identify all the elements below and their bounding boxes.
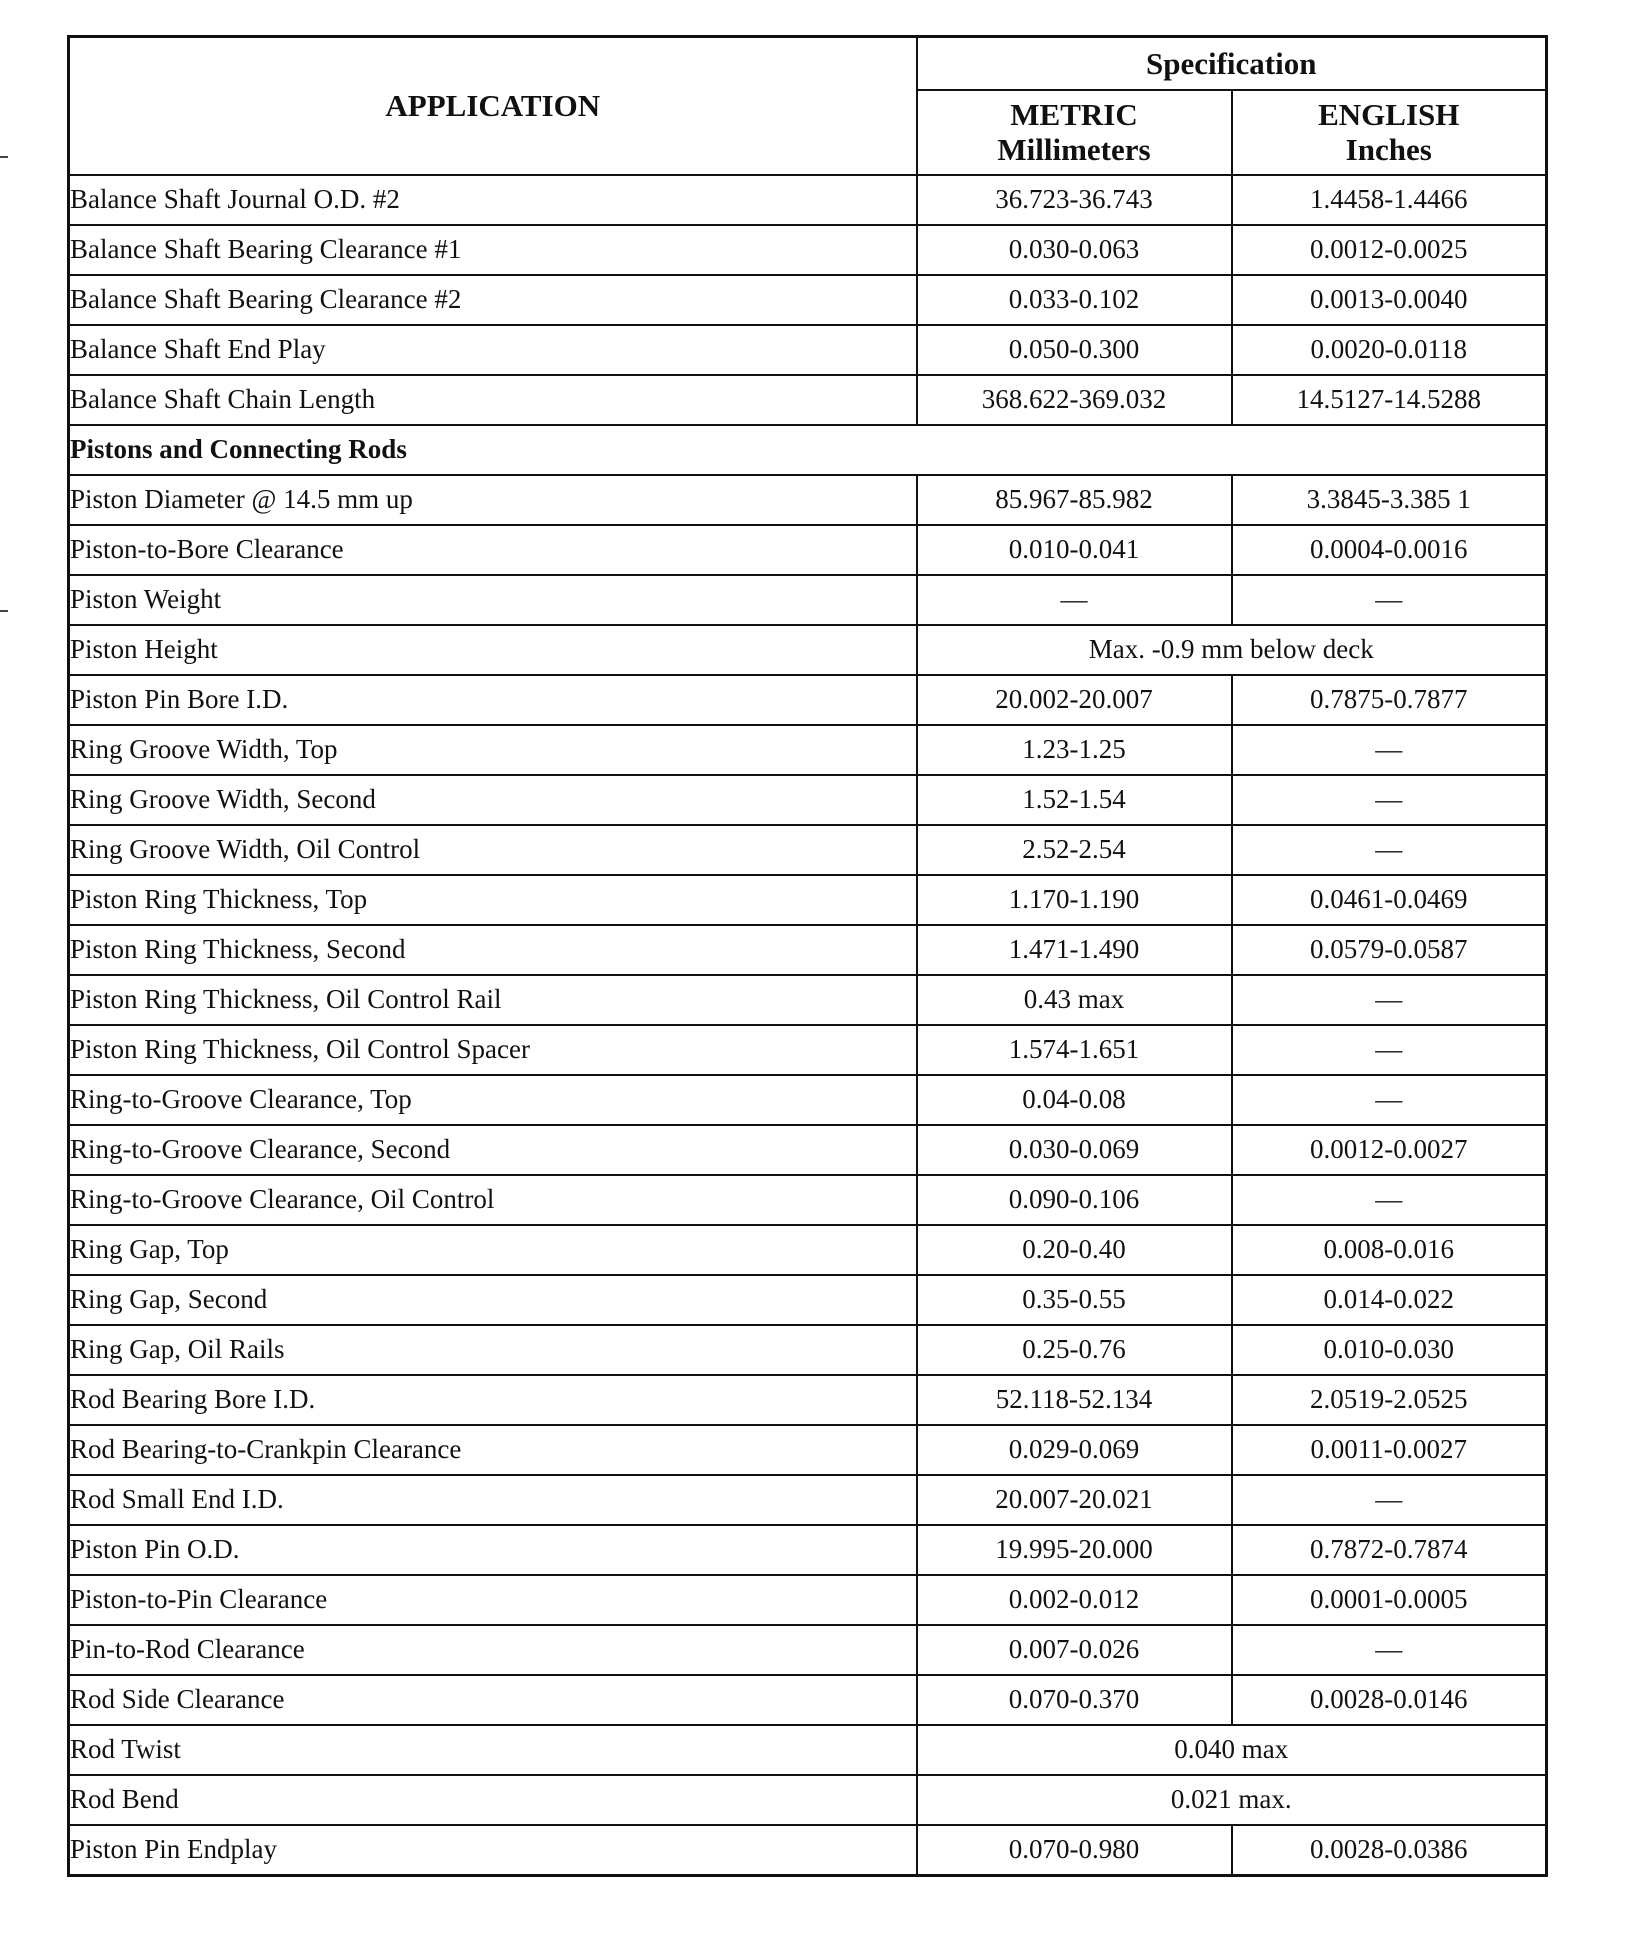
metric-value-cell: 368.622-369.032 bbox=[917, 375, 1232, 425]
application-cell: Piston Pin O.D. bbox=[69, 1525, 917, 1575]
english-value-cell: 0.0004-0.0016 bbox=[1232, 525, 1547, 575]
english-value-cell: 0.0012-0.0025 bbox=[1232, 225, 1547, 275]
application-cell: Ring-to-Groove Clearance, Second bbox=[69, 1125, 917, 1175]
application-cell: Rod Bend bbox=[69, 1775, 917, 1825]
specification-header: Specification bbox=[917, 37, 1547, 90]
metric-value-cell: 0.04-0.08 bbox=[917, 1075, 1232, 1125]
application-cell: Piston-to-Bore Clearance bbox=[69, 525, 917, 575]
application-cell: Piston Pin Bore I.D. bbox=[69, 675, 917, 725]
application-cell: Balance Shaft Bearing Clearance #2 bbox=[69, 275, 917, 325]
application-cell: Ring-to-Groove Clearance, Oil Control bbox=[69, 1175, 917, 1225]
table-row bbox=[69, 675, 1547, 725]
application-cell: Rod Twist bbox=[69, 1725, 917, 1775]
table-row bbox=[69, 825, 1547, 875]
table-row bbox=[69, 1725, 1547, 1775]
table-row bbox=[69, 175, 1547, 225]
specification-table bbox=[67, 35, 1548, 1877]
metric-value-cell: 0.35-0.55 bbox=[917, 1275, 1232, 1325]
application-cell: Balance Shaft Bearing Clearance #1 bbox=[69, 225, 917, 275]
table-row bbox=[69, 325, 1547, 375]
application-cell: Ring-to-Groove Clearance, Top bbox=[69, 1075, 917, 1125]
metric-value-cell: 2.52-2.54 bbox=[917, 825, 1232, 875]
table-row bbox=[69, 1375, 1547, 1425]
application-cell: Balance Shaft End Play bbox=[69, 325, 917, 375]
english-value-cell: — bbox=[1232, 825, 1547, 875]
metric-header-unit: Millimeters bbox=[997, 132, 1151, 168]
table-row bbox=[69, 1625, 1547, 1675]
english-value-cell: 3.3845-3.385 1 bbox=[1232, 475, 1547, 525]
application-cell: Rod Bearing Bore I.D. bbox=[69, 1375, 917, 1425]
application-cell: Piston Ring Thickness, Top bbox=[69, 875, 917, 925]
metric-value-cell: 36.723-36.743 bbox=[917, 175, 1232, 225]
application-cell: Balance Shaft Chain Length bbox=[69, 375, 917, 425]
margin-tick-mark bbox=[0, 610, 8, 612]
metric-value-cell: 1.23-1.25 bbox=[917, 725, 1232, 775]
table-body bbox=[69, 175, 1547, 1876]
table-row bbox=[69, 975, 1547, 1025]
table-row bbox=[69, 1675, 1547, 1725]
application-cell: Piston Weight bbox=[69, 575, 917, 625]
metric-value-cell: 1.471-1.490 bbox=[917, 925, 1232, 975]
table-row bbox=[69, 1575, 1547, 1625]
application-cell: Ring Groove Width, Oil Control bbox=[69, 825, 917, 875]
table-row bbox=[69, 1175, 1547, 1225]
metric-value-cell: 0.070-0.980 bbox=[917, 1825, 1232, 1876]
english-value-cell: — bbox=[1232, 1075, 1547, 1125]
table-row bbox=[69, 1075, 1547, 1125]
table-row bbox=[69, 1425, 1547, 1475]
application-cell: Piston Ring Thickness, Second bbox=[69, 925, 917, 975]
application-cell: Ring Gap, Oil Rails bbox=[69, 1325, 917, 1375]
metric-value-cell: — bbox=[917, 575, 1232, 625]
english-column-header bbox=[1232, 90, 1547, 175]
table-row bbox=[69, 525, 1547, 575]
english-value-cell: 0.010-0.030 bbox=[1232, 1325, 1547, 1375]
application-column-header: APPLICATION bbox=[69, 37, 917, 176]
table-row bbox=[69, 775, 1547, 825]
metric-value-cell: 20.007-20.021 bbox=[917, 1475, 1232, 1525]
metric-value-cell: 52.118-52.134 bbox=[917, 1375, 1232, 1425]
table-row bbox=[69, 475, 1547, 525]
table-row bbox=[69, 1825, 1547, 1876]
english-value-cell: — bbox=[1232, 725, 1547, 775]
english-value-cell: — bbox=[1232, 775, 1547, 825]
metric-value-cell: 19.995-20.000 bbox=[917, 1525, 1232, 1575]
metric-header-label: METRIC bbox=[1010, 96, 1138, 132]
application-cell: Piston Diameter @ 14.5 mm up bbox=[69, 475, 917, 525]
english-value-cell: 0.0579-0.0587 bbox=[1232, 925, 1547, 975]
table-row bbox=[69, 1275, 1547, 1325]
application-cell: Piston-to-Pin Clearance bbox=[69, 1575, 917, 1625]
application-cell: Piston Height bbox=[69, 625, 917, 675]
metric-value-cell: 20.002-20.007 bbox=[917, 675, 1232, 725]
english-value-cell: 0.014-0.022 bbox=[1232, 1275, 1547, 1325]
metric-value-cell: 0.007-0.026 bbox=[917, 1625, 1232, 1675]
english-value-cell: — bbox=[1232, 1175, 1547, 1225]
application-cell: Rod Small End I.D. bbox=[69, 1475, 917, 1525]
english-header-label: ENGLISH bbox=[1318, 96, 1460, 132]
metric-value-cell: 0.010-0.041 bbox=[917, 525, 1232, 575]
application-cell: Ring Groove Width, Top bbox=[69, 725, 917, 775]
application-cell: Ring Gap, Top bbox=[69, 1225, 917, 1275]
english-value-cell: 0.008-0.016 bbox=[1232, 1225, 1547, 1275]
table-row bbox=[69, 1475, 1547, 1525]
header-row bbox=[69, 37, 1547, 90]
metric-value-cell: 1.170-1.190 bbox=[917, 875, 1232, 925]
table-row bbox=[69, 1025, 1547, 1075]
metric-value-cell: 0.43 max bbox=[917, 975, 1232, 1025]
table-row bbox=[69, 1525, 1547, 1575]
english-header-unit: Inches bbox=[1345, 132, 1432, 168]
metric-value-cell: 1.52-1.54 bbox=[917, 775, 1232, 825]
table-row bbox=[69, 625, 1547, 675]
table-row bbox=[69, 1325, 1547, 1375]
metric-value-cell: 0.070-0.370 bbox=[917, 1675, 1232, 1725]
english-value-cell: — bbox=[1232, 1025, 1547, 1075]
application-cell: Piston Pin Endplay bbox=[69, 1825, 917, 1876]
section-row bbox=[69, 425, 1547, 475]
english-value-cell: 0.0001-0.0005 bbox=[1232, 1575, 1547, 1625]
table-row bbox=[69, 1225, 1547, 1275]
metric-value-cell: 0.030-0.063 bbox=[917, 225, 1232, 275]
metric-value-cell: 0.050-0.300 bbox=[917, 325, 1232, 375]
section-heading: Pistons and Connecting Rods bbox=[69, 425, 1547, 475]
english-value-cell: 0.7875-0.7877 bbox=[1232, 675, 1547, 725]
metric-value-cell: 0.002-0.012 bbox=[917, 1575, 1232, 1625]
merged-spec-cell: Max. -0.9 mm below deck bbox=[917, 625, 1547, 675]
english-value-cell: 0.0020-0.0118 bbox=[1232, 325, 1547, 375]
english-value-cell: — bbox=[1232, 575, 1547, 625]
table-row bbox=[69, 375, 1547, 425]
metric-value-cell: 0.030-0.069 bbox=[917, 1125, 1232, 1175]
application-cell: Piston Ring Thickness, Oil Control Spacer bbox=[69, 1025, 917, 1075]
english-value-cell: — bbox=[1232, 1625, 1547, 1675]
table-row bbox=[69, 875, 1547, 925]
table-row bbox=[69, 1775, 1547, 1825]
english-value-cell: 0.0028-0.0146 bbox=[1232, 1675, 1547, 1725]
metric-value-cell: 0.090-0.106 bbox=[917, 1175, 1232, 1225]
english-value-cell: 0.0011-0.0027 bbox=[1232, 1425, 1547, 1475]
english-value-cell: 14.5127-14.5288 bbox=[1232, 375, 1547, 425]
english-value-cell: 0.0461-0.0469 bbox=[1232, 875, 1547, 925]
application-cell: Pin-to-Rod Clearance bbox=[69, 1625, 917, 1675]
metric-column-header bbox=[917, 90, 1232, 175]
table-row bbox=[69, 575, 1547, 625]
metric-value-cell: 85.967-85.982 bbox=[917, 475, 1232, 525]
metric-value-cell: 0.20-0.40 bbox=[917, 1225, 1232, 1275]
english-value-cell: 1.4458-1.4466 bbox=[1232, 175, 1547, 225]
metric-value-cell: 1.574-1.651 bbox=[917, 1025, 1232, 1075]
application-cell: Rod Side Clearance bbox=[69, 1675, 917, 1725]
table-header bbox=[69, 37, 1547, 176]
table-row bbox=[69, 725, 1547, 775]
table-row bbox=[69, 275, 1547, 325]
application-cell: Balance Shaft Journal O.D. #2 bbox=[69, 175, 917, 225]
english-value-cell: 0.0028-0.0386 bbox=[1232, 1825, 1547, 1876]
table-row bbox=[69, 225, 1547, 275]
english-value-cell: 2.0519-2.0525 bbox=[1232, 1375, 1547, 1425]
metric-value-cell: 0.029-0.069 bbox=[917, 1425, 1232, 1475]
metric-value-cell: 0.25-0.76 bbox=[917, 1325, 1232, 1375]
english-value-cell: — bbox=[1232, 1475, 1547, 1525]
application-cell: Rod Bearing-to-Crankpin Clearance bbox=[69, 1425, 917, 1475]
merged-spec-cell: 0.021 max. bbox=[917, 1775, 1547, 1825]
margin-tick-mark bbox=[0, 156, 8, 158]
merged-spec-cell: 0.040 max bbox=[917, 1725, 1547, 1775]
english-value-cell: 0.7872-0.7874 bbox=[1232, 1525, 1547, 1575]
english-value-cell: — bbox=[1232, 975, 1547, 1025]
english-value-cell: 0.0012-0.0027 bbox=[1232, 1125, 1547, 1175]
table-row bbox=[69, 925, 1547, 975]
metric-value-cell: 0.033-0.102 bbox=[917, 275, 1232, 325]
table-row bbox=[69, 1125, 1547, 1175]
application-cell: Ring Gap, Second bbox=[69, 1275, 917, 1325]
application-cell: Ring Groove Width, Second bbox=[69, 775, 917, 825]
english-value-cell: 0.0013-0.0040 bbox=[1232, 275, 1547, 325]
application-cell: Piston Ring Thickness, Oil Control Rail bbox=[69, 975, 917, 1025]
